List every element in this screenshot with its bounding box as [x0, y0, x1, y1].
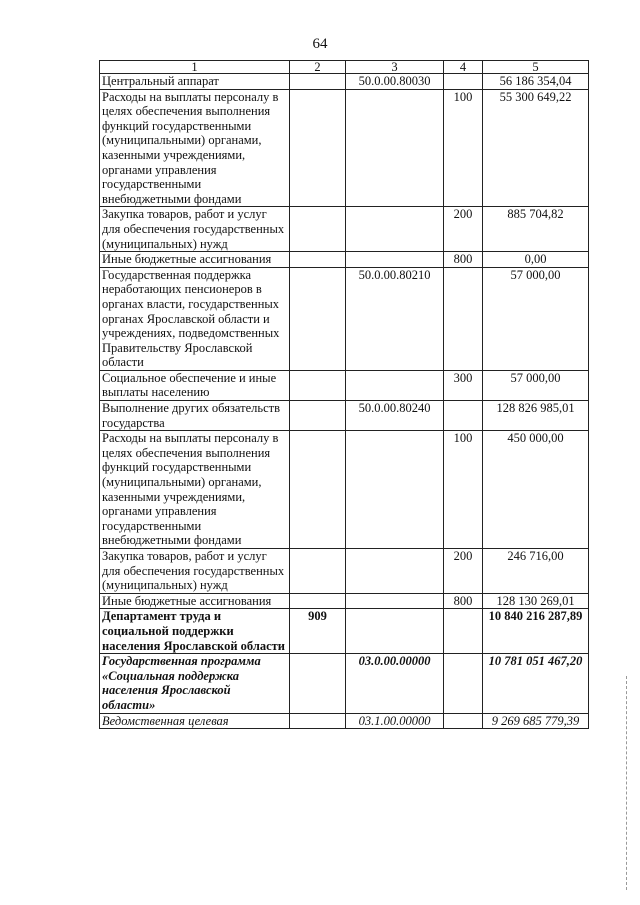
- row-expense-type: 100: [444, 431, 483, 549]
- row-expense-type: [444, 267, 483, 370]
- row-amount: 128 826 985,01: [483, 401, 589, 431]
- row-dept-code: [290, 654, 346, 713]
- table-row: [100, 207, 589, 252]
- page-number: 64: [312, 36, 328, 52]
- column-header-3: 3: [346, 61, 444, 74]
- row-name: Расходы на выплаты персоналу в целях обеспечения выполнения функций государственными (муниципальными) органами, казенными учреждениями, органами управления государственными внебюджетными фондами: [100, 431, 290, 549]
- row-amount: 9 269 685 779,39: [483, 713, 589, 729]
- row-expense-type: 300: [444, 370, 483, 400]
- table-row: [100, 401, 589, 431]
- row-target-code: [346, 252, 444, 268]
- row-target-code: 50.0.00.80030: [346, 74, 444, 90]
- row-name: Закупка товаров, работ и услуг для обеспечения государственных (муниципальных) нужд: [100, 549, 290, 594]
- row-amount: 246 716,00: [483, 549, 589, 594]
- column-header-5: 5: [483, 61, 589, 74]
- row-dept-code: [290, 713, 346, 729]
- row-name: Выполнение других обязательств государства: [100, 401, 290, 431]
- row-target-code: [346, 609, 444, 654]
- row-amount: 10 781 051 467,20: [483, 654, 589, 713]
- row-dept-code: [290, 74, 346, 90]
- column-header-2: 2: [290, 61, 346, 74]
- row-target-code: [346, 370, 444, 400]
- row-name: Иные бюджетные ассигнования: [100, 252, 290, 268]
- table-row: [100, 74, 589, 90]
- row-target-code: [346, 431, 444, 549]
- row-amount: 0,00: [483, 252, 589, 268]
- row-target-code: [346, 593, 444, 609]
- row-dept-code: [290, 207, 346, 252]
- row-dept-code: [290, 431, 346, 549]
- row-name: Расходы на выплаты персоналу в целях обеспечения выполнения функций государственными (муниципальными) органами, казенными учреждениями, органами управления государственными внебюджетными фондами: [100, 89, 290, 207]
- row-target-code: 50.0.00.80210: [346, 267, 444, 370]
- row-target-code: [346, 207, 444, 252]
- row-expense-type: [444, 401, 483, 431]
- table-row-program: [100, 654, 589, 713]
- row-amount: 57 000,00: [483, 267, 589, 370]
- row-expense-type: 800: [444, 252, 483, 268]
- row-expense-type: 200: [444, 207, 483, 252]
- row-name: Социальное обеспечение и иные выплаты населению: [100, 370, 290, 400]
- column-header-1: 1: [100, 61, 290, 74]
- table-row: [100, 549, 589, 594]
- row-amount: 56 186 354,04: [483, 74, 589, 90]
- row-dept-code: [290, 593, 346, 609]
- table-row-subprogram: [100, 713, 589, 729]
- row-dept-code: [290, 89, 346, 207]
- row-target-code: 03.1.00.00000: [346, 713, 444, 729]
- row-amount: 450 000,00: [483, 431, 589, 549]
- row-expense-type: [444, 74, 483, 90]
- row-name: Департамент труда и социальной поддержки населения Ярославской области: [100, 609, 290, 654]
- table-row: [100, 593, 589, 609]
- table-row: [100, 252, 589, 268]
- row-target-code: 50.0.00.80240: [346, 401, 444, 431]
- row-target-code: [346, 549, 444, 594]
- row-name: Ведомственная целевая: [100, 713, 290, 729]
- row-dept-code: [290, 267, 346, 370]
- table-row: [100, 370, 589, 400]
- table-row: [100, 431, 589, 549]
- table-header-row: [100, 61, 589, 74]
- row-dept-code: [290, 252, 346, 268]
- row-amount: 55 300 649,22: [483, 89, 589, 207]
- table-row: [100, 267, 589, 370]
- row-amount: 10 840 216 287,89: [483, 609, 589, 654]
- row-expense-type: [444, 654, 483, 713]
- row-expense-type: 200: [444, 549, 483, 594]
- row-dept-code: [290, 549, 346, 594]
- row-target-code: 03.0.00.00000: [346, 654, 444, 713]
- row-dept-code: 909: [290, 609, 346, 654]
- row-amount: 885 704,82: [483, 207, 589, 252]
- row-name: Государственная программа «Социальная поддержка населения Ярославской области»: [100, 654, 290, 713]
- row-expense-type: 100: [444, 89, 483, 207]
- table-row-department: [100, 609, 589, 654]
- column-header-4: 4: [444, 61, 483, 74]
- row-name: Иные бюджетные ассигнования: [100, 593, 290, 609]
- scan-margin-mark: [626, 676, 631, 890]
- row-expense-type: [444, 713, 483, 729]
- budget-table: [99, 60, 589, 729]
- row-expense-type: [444, 609, 483, 654]
- row-name: Государственная поддержка неработающих пенсионеров в органах власти, государственных органах Ярославской области и учреждениях, подведомственных Правительству Ярославской области: [100, 267, 290, 370]
- row-name: Закупка товаров, работ и услуг для обеспечения государственных (муниципальных) нужд: [100, 207, 290, 252]
- row-dept-code: [290, 401, 346, 431]
- row-dept-code: [290, 370, 346, 400]
- table-row: [100, 89, 589, 207]
- row-expense-type: 800: [444, 593, 483, 609]
- row-target-code: [346, 89, 444, 207]
- row-amount: 128 130 269,01: [483, 593, 589, 609]
- row-amount: 57 000,00: [483, 370, 589, 400]
- row-name: Центральный аппарат: [100, 74, 290, 90]
